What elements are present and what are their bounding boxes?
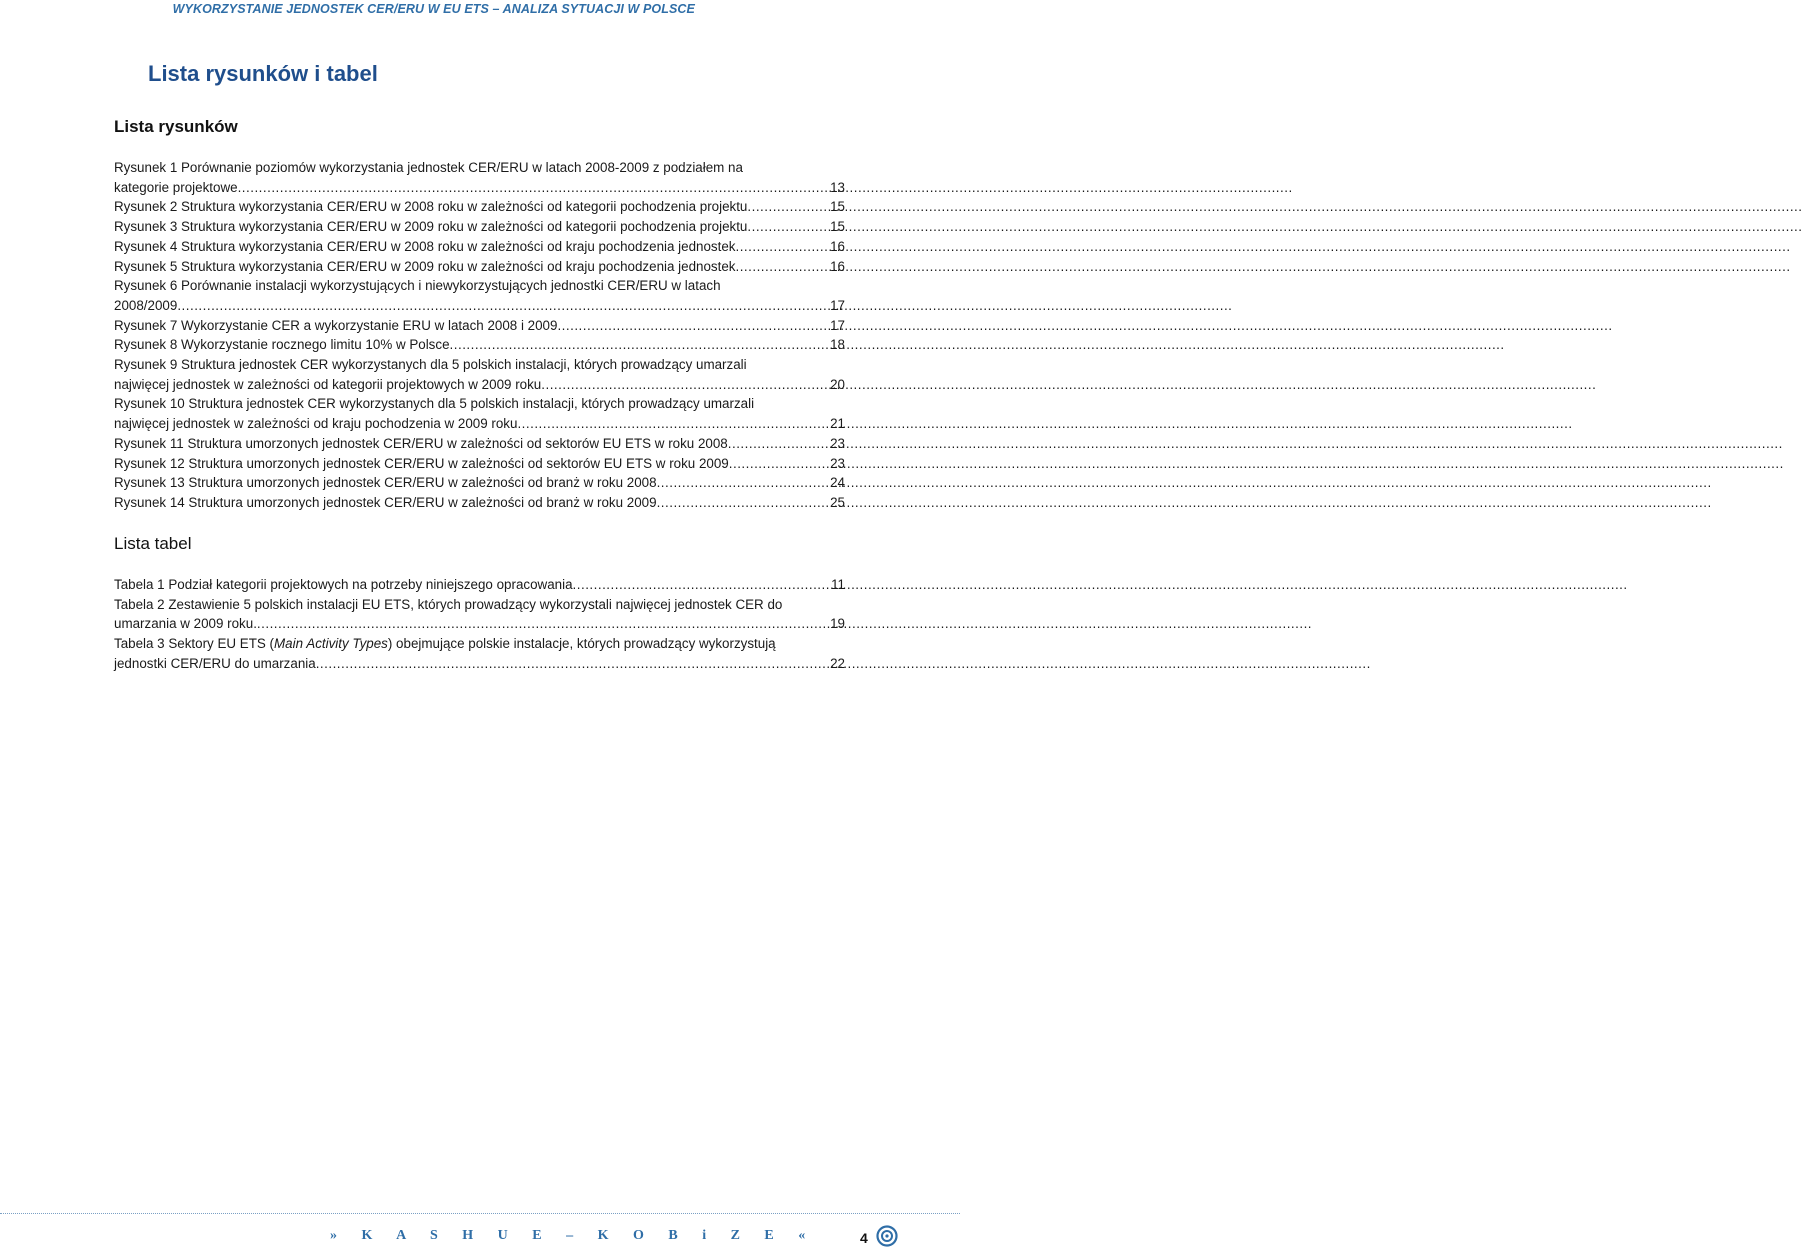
toc-entry-text: Rysunek 11 Struktura umorzonych jednostek CER/ERU w zależności od sektorów EU ETS w roku 2008: [114, 435, 728, 451]
toc-entry[interactable]: [114, 355, 845, 394]
dot-leader: [541, 375, 827, 395]
toc-entry-text: Rysunek 5 Struktura wykorzystania CER/ERU w 2009 roku w zależności od kraju pochodzenia jednostek: [114, 258, 736, 274]
toc-page-number: 11: [831, 577, 845, 592]
toc-entry-text: Rysunek 13 Struktura umorzonych jednostek CER/ERU w zależności od branż w roku 2008: [114, 475, 657, 491]
dot-leader: [729, 454, 827, 474]
toc-page-number: 17: [830, 317, 845, 333]
dot-leader: [557, 316, 827, 336]
dot-leader: [657, 473, 828, 493]
toc-page-number: 13: [830, 179, 845, 195]
dot-leader: [450, 335, 828, 355]
footer-brand: » K A S H U E – K O B i Z E «: [330, 1228, 816, 1243]
dot-leader: [735, 257, 827, 277]
toc-page-number: 15: [830, 199, 845, 215]
dot-leader: [257, 614, 827, 634]
toc-entry[interactable]: [114, 237, 845, 257]
toc-entry-text: Rysunek 6 Porównanie instalacji wykorzystujących i niewykorzystujących jednostki CER/ERU w latach: [114, 278, 721, 294]
toc-entry-text: Rysunek 12 Struktura umorzonych jednostek CER/ERU w zależności od sektorów EU ETS w roku 2009: [114, 455, 729, 471]
footer-divider: [0, 1213, 960, 1214]
toc-entry[interactable]: [114, 434, 845, 454]
tables-heading: Lista tabel: [114, 534, 192, 553]
running-header: WYKORZYSTANIE JEDNOSTEK CER/ERU W EU ETS – ANALIZA SYTUACJI W POLSCE: [172, 2, 695, 16]
toc-entry-text: najwięcej jednostek w zależności od kategorii projektowych w 2009 roku: [114, 376, 542, 392]
toc-entry[interactable]: [114, 197, 845, 217]
dot-leader: [735, 237, 827, 257]
toc-entry-text: Rysunek 10 Struktura jednostek CER wykorzystanych dla 5 polskich instalacji, których prowadzący umarzali: [114, 396, 755, 412]
toc-entry-text: Rysunek 4 Struktura wykorzystania CER/ERU w 2008 roku w zależności od kraju pochodzenia jednostek: [114, 238, 736, 254]
toc-entry[interactable]: [114, 335, 845, 355]
dot-leader: [573, 575, 829, 595]
toc-entry[interactable]: [114, 473, 845, 493]
toc-entry-text: Tabela 1 Podział kategorii projektowych na potrzeby niniejszego opracowania: [114, 577, 573, 592]
toc-entry[interactable]: [114, 595, 845, 634]
toc-entry-text: Tabela 3 Sektory EU ETS (Main Activity Types) obejmujące polskie instalacje, których prowadzący wykorzystują: [114, 636, 776, 652]
toc-page-number: 23: [830, 435, 845, 451]
toc-entry[interactable]: [114, 276, 845, 315]
figures-list: [114, 158, 845, 513]
toc-entry[interactable]: [114, 454, 845, 474]
toc-entry-text: Rysunek 14 Struktura umorzonych jednostek CER/ERU w zależności od branż w roku 2009: [114, 494, 657, 510]
toc-entry[interactable]: [114, 158, 845, 197]
toc-entry-text: jednostki CER/ERU do umarzania: [114, 655, 316, 671]
toc-page-number: 15: [830, 219, 845, 235]
toc-entry[interactable]: [114, 257, 845, 277]
toc-page-number: 22: [830, 655, 845, 671]
toc-entry-text: Rysunek 7 Wykorzystanie CER a wykorzystanie ERU w latach 2008 i 2009: [114, 317, 558, 333]
toc-page-number: 23: [830, 455, 845, 471]
dot-leader: [728, 434, 827, 454]
toc-entry[interactable]: [114, 316, 845, 336]
toc-entry-text: Rysunek 8 Wykorzystanie rocznego limitu 10% w Polsce: [114, 337, 450, 353]
dot-leader: [747, 197, 827, 217]
toc-entry[interactable]: [114, 634, 845, 673]
dot-leader: [747, 217, 827, 237]
toc-entry-text: Rysunek 2 Struktura wykorzystania CER/ERU w 2008 roku w zależności od kategorii pochodzenia projektu: [114, 199, 748, 215]
toc-page-number: 18: [830, 337, 845, 353]
toc-page-number: 25: [830, 494, 845, 510]
toc-entry-text: najwięcej jednostek w zależności od kraju pochodzenia w 2009 roku: [114, 416, 518, 432]
toc-entry-text: Rysunek 1 Porównanie poziomów wykorzystania jednostek CER/ERU w latach 2008-2009 z podziałem na: [114, 160, 743, 175]
dot-leader: [657, 493, 828, 513]
toc-entry[interactable]: [114, 394, 845, 433]
toc-page-number: 20: [830, 376, 845, 392]
toc-entry-text: 2008/2009: [114, 297, 178, 313]
tables-list: [114, 575, 845, 674]
toc-entry[interactable]: [114, 217, 845, 237]
toc-entry-text: Rysunek 9 Struktura jednostek CER wykorzystanych dla 5 polskich instalacji, których prowadzący umarzali: [114, 357, 747, 373]
dot-leader: [177, 296, 827, 316]
toc-page-number: 16: [830, 258, 845, 274]
toc-entry-text: Rysunek 3 Struktura wykorzystania CER/ERU w 2009 roku w zależności od kategorii pochodzenia projektu: [114, 219, 748, 235]
toc-page-number: 21: [830, 416, 845, 432]
dot-leader: [238, 178, 828, 198]
toc-entry-text: Tabela 2 Zestawienie 5 polskich instalacji EU ETS, których prowadzący wykorzystali najwięcej jednostek CER do: [114, 596, 783, 612]
toc-entry[interactable]: [114, 493, 845, 513]
toc-page-number: 17: [830, 297, 845, 313]
dot-leader: [517, 414, 827, 434]
page-title: Lista rysunków i tabel: [148, 61, 378, 86]
toc-entry[interactable]: [114, 575, 845, 595]
toc-page-number: 16: [830, 238, 845, 254]
figures-heading: Lista rysunków: [114, 117, 238, 136]
toc-entry-text: umarzania w 2009 roku.: [114, 616, 257, 632]
toc-page-number: 24: [830, 475, 845, 491]
page-number: 4: [860, 1230, 868, 1246]
kobize-logo-icon: [876, 1225, 898, 1247]
toc-entry-text: kategorie projektowe: [114, 179, 238, 195]
dot-leader: [316, 654, 827, 674]
toc-page-number: 19: [830, 616, 845, 632]
